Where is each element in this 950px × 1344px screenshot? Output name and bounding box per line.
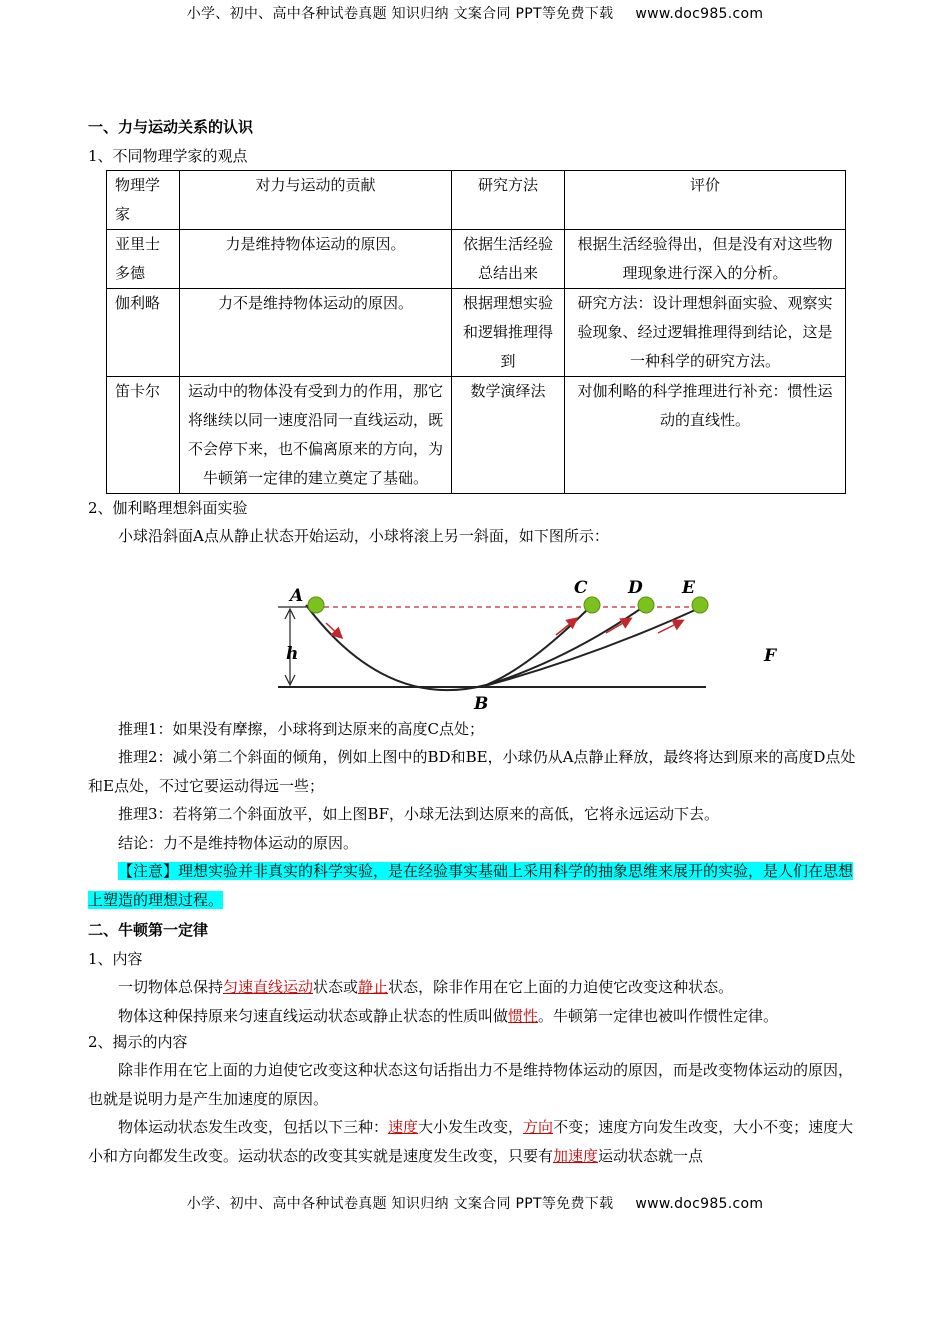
table-cell: 笛卡尔 — [107, 377, 180, 494]
keyword-acceleration: 加速度 — [553, 1146, 599, 1165]
section1-sub1: 1、不同物理学家的观点 — [88, 147, 248, 165]
table-header-cell: 研究方法 — [452, 171, 565, 230]
label-d: D — [628, 577, 643, 598]
text-run: 不变；速度方向发生改变，大小不变；速度大小和方向都发生改变。运动状态的改变其实就是速度发生改变，只要有 — [88, 1118, 854, 1165]
table-row — [107, 289, 846, 377]
table-cell: 运动中的物体没有受到力的作用，那它将继续以同一速度沿同一直线运动，既不会停下来，也不偏离原来的方向，为牛顿第一定律的建立奠定了基础。 — [180, 377, 452, 494]
table-cell: 伽利略 — [107, 289, 180, 377]
label-a: A — [290, 585, 304, 606]
reasoning-2: 推理2：减小第二个斜面的倾角，例如上图中的BD和BE，小球仍从A点静止释放，最终将达到原来的高度D点处和E点处，不过它要运动得远一些； — [88, 748, 856, 795]
note-paragraph — [88, 857, 864, 914]
section2-sub1: 1、内容 — [88, 950, 143, 968]
arrow-bd — [606, 619, 630, 633]
ball-d — [638, 597, 654, 613]
section1-title: 一、力与运动关系的认识 — [88, 118, 254, 136]
arrow-down-ab — [326, 623, 341, 637]
section2-sub2: 2、揭示的内容 — [88, 1033, 188, 1051]
table-header-cell: 物理学家 — [107, 171, 180, 230]
text-run: 物体运动状态发生改变，包括以下三种： — [118, 1118, 389, 1136]
text-run: 运动状态就一点 — [598, 1146, 704, 1165]
keyword-uniform-motion: 匀速直线运动 — [223, 978, 314, 996]
revealed-content-2 — [88, 1113, 864, 1170]
section1-sub2: 2、伽利略理想斜面实验 — [88, 499, 248, 517]
text-run: 。牛顿第一定律也被叫作惯性定律。 — [538, 1006, 779, 1025]
table-cell: 研究方法：设计理想斜面实验、观察实验现象、经过逻辑推理得到结论，这是一种科学的研究方法。 — [565, 289, 846, 377]
label-b: B — [474, 693, 489, 714]
table-header-row — [107, 171, 846, 230]
law-content — [88, 973, 864, 1002]
text-run: 物体这种保持原来匀速直线运动状态或静止状态的性质叫做 — [118, 1006, 509, 1025]
table-cell: 力不是维持物体运动的原因。 — [180, 289, 452, 377]
table-row — [107, 230, 846, 289]
table-cell: 根据理想实验和逻辑推理得到 — [452, 289, 565, 377]
header-text: 小学、初中、高中各种试卷真题 知识归纳 文案合同 PPT等免费下载 — [186, 6, 614, 22]
ball-c — [584, 597, 600, 613]
label-c: C — [574, 577, 588, 598]
table-header-cell: 评价 — [565, 171, 846, 230]
physicists-table — [106, 170, 846, 494]
table-cell: 对伽利略的科学推理进行补充：惯性运动的直线性。 — [565, 377, 846, 494]
keyword-rest: 静止 — [358, 978, 389, 996]
revealed-content-1: 除非作用在它上面的力迫使它改变这种状态这句话指出力不是维持物体运动的原因，而是改变物体运动的原因，也就是说明力是产生加速度的原因。 — [88, 1061, 854, 1108]
reasoning-1: 推理1：如果没有摩擦，小球将到达原来的高度C点处； — [118, 719, 485, 738]
footer-text: 小学、初中、高中各种试卷真题 知识归纳 文案合同 PPT等免费下载 — [186, 1196, 614, 1212]
ball-a — [308, 597, 324, 613]
experiment-intro: 小球沿斜面A点从静止状态开始运动，小球将滚上另一斜面，如下图所示： — [118, 527, 609, 545]
table-header-cell: 对力与运动的贡献 — [180, 171, 452, 230]
text-run: 状态，除非作用在它上面的力迫使它改变这种状态。 — [388, 978, 734, 996]
table-row — [107, 377, 846, 494]
keyword-speed: 速度 — [388, 1118, 419, 1136]
label-f: F — [764, 645, 777, 666]
page-header — [0, 3, 950, 23]
label-h: h — [286, 643, 299, 664]
arrow-bc — [556, 619, 576, 635]
slope-ab — [306, 605, 486, 690]
footer-url[interactable]: www.doc985.com — [635, 1196, 764, 1212]
page-footer — [0, 1193, 950, 1213]
note-highlight: 【注意】理想实验并非真实的科学实验，是在经验事实基础上采用科学的抽象思维来展开的实验，是人们在思想上塑造的理想过程。 — [88, 862, 854, 909]
table-cell: 亚里士多德 — [107, 230, 180, 289]
section2-title: 二、牛顿第一定律 — [88, 921, 209, 939]
keyword-inertia: 惯性 — [508, 1006, 539, 1025]
table-cell: 数学演绎法 — [452, 377, 565, 494]
document-body — [88, 117, 864, 1170]
slope-bc — [481, 605, 592, 687]
text-run: 一切物体总保持 — [118, 978, 224, 996]
arrow-be — [658, 621, 682, 633]
label-e: E — [682, 577, 695, 598]
keyword-direction: 方向 — [523, 1118, 554, 1136]
inclined-plane-figure — [266, 561, 777, 714]
inertia-definition — [88, 1002, 864, 1031]
text-run: 大小发生改变， — [418, 1118, 524, 1136]
table-cell: 依据生活经验总结出来 — [452, 230, 565, 289]
reasoning-3: 推理3：若将第二个斜面放平，如上图BF，小球无法到达原来的高低，它将永远运动下去。 — [118, 805, 719, 823]
ball-e — [692, 597, 708, 613]
text-run: 状态或 — [313, 978, 359, 996]
conclusion: 结论：力不是维持物体运动的原因。 — [118, 833, 359, 852]
table-cell: 力是维持物体运动的原因。 — [180, 230, 452, 289]
header-url[interactable]: www.doc985.com — [635, 6, 764, 22]
table-cell: 根据生活经验得出，但是没有对这些物理现象进行深入的分析。 — [565, 230, 846, 289]
